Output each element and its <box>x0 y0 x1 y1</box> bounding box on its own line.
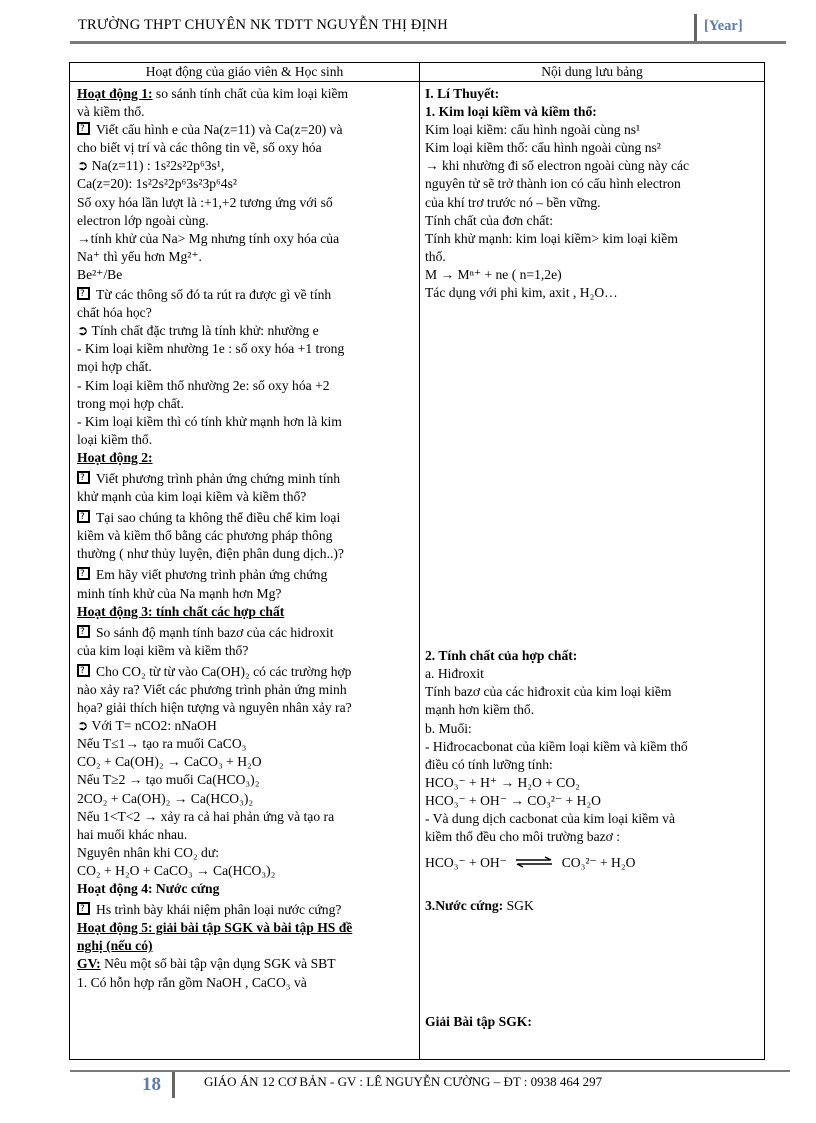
question-icon <box>77 122 90 135</box>
text-line: minh tính khử của Na mạnh hơn Mg? <box>77 585 282 601</box>
text-line: - Kim loại kiềm nhường 1e : số oxy hóa +1 trong <box>77 341 345 357</box>
text-line: Số oxy hóa lần lượt là :+1,+2 tương ứng với số <box>77 194 333 210</box>
section-1-heading: 1. Kim loại kiềm và kiềm thổ: <box>425 104 597 120</box>
text-line: và kiềm thổ. <box>77 104 145 120</box>
text-line: 1. Có hỗn hợp rắn gồm NaOH , CaCO₃ và <box>77 974 307 990</box>
text-line: Nếu 1<T<2 → xảy ra cả hai phản ứng và tạo ra <box>77 808 335 824</box>
text-line: hai muối khác nhau. <box>77 826 188 842</box>
text-line: a. Hiđroxit <box>425 666 484 682</box>
text-line: Nguyên nhân khi CO₂ dư: <box>77 844 219 860</box>
text-line: Tính khử mạnh: kim loại kiềm> kim loại kiềm <box>425 230 678 246</box>
answer-line: ➲ Na(z=11) : 1s²2s²2p⁶3s¹, <box>77 158 225 174</box>
text-line: Ca(z=20): 1s²2s²2p⁶3s²3p⁶4s² <box>77 176 237 192</box>
text-line: chất hóa học? <box>77 305 152 321</box>
text-line: nào xảy ra? Viết các phương trình phản ứng minh <box>77 682 347 697</box>
question-icon <box>77 510 90 523</box>
equation-line: CO₂ + H₂O + CaCO₃ → Ca(HCO₃)₂ <box>77 862 276 878</box>
text-line: khử mạnh của kim loại kiềm và kiềm thổ? <box>77 489 307 505</box>
page-number: 18 <box>142 1074 161 1095</box>
text-line: mọi hợp chất. <box>77 359 152 375</box>
equation-lhs: HCO₃⁻ + OH⁻ <box>425 855 507 871</box>
equation-line: M → Mⁿ⁺ + ne ( n=1,2e) <box>425 266 562 282</box>
header-divider <box>694 14 697 42</box>
board-content-column-header: Nội dung lưu bảng <box>541 64 643 79</box>
text-line: trong mọi hợp chất. <box>77 395 184 411</box>
text-line: Nếu T≥2 → tạo muối Ca(HCO₃)₂ <box>77 772 260 788</box>
year-placeholder[interactable]: [Year] <box>704 18 743 34</box>
equation-line: HCO₃⁻ + H⁺ → H₂O + CO₂ <box>425 774 580 790</box>
header-rule <box>70 41 786 44</box>
text-line: họa? giải thích hiện tượng và nguyên nhân xảy ra? <box>77 700 352 716</box>
answer-line: ➲ Tính chất đặc trưng là tính khử: nhường e <box>77 323 319 339</box>
text-line: cho biết vị trí và các thông tin về, số oxy hóa <box>77 140 322 156</box>
question-text: Cho CO₂ từ từ vào Ca(OH)₂ có các trường hợp <box>96 663 352 679</box>
teacher-student-activities <box>77 85 417 992</box>
question-text: Từ các thông số đó ta rút ra được gì về tính <box>96 287 332 303</box>
footer-rule <box>70 1070 790 1072</box>
footer-divider <box>172 1072 175 1098</box>
question-icon <box>77 625 90 638</box>
equation-line: CO₂ + Ca(OH)₂ → CaCO₃ + H₂O <box>77 754 262 770</box>
question-icon <box>77 471 90 484</box>
text-line: của kim loại kiềm và kiềm thổ? <box>77 642 249 658</box>
question-text: So sánh độ mạnh tính bazơ của các hidroxit <box>96 624 334 640</box>
board-content <box>425 85 761 1031</box>
gv-label: GV: <box>77 956 101 972</box>
exercise-heading: Giải Bài tập SGK: <box>425 1014 532 1030</box>
question-icon <box>77 664 90 677</box>
footer-text: GIÁO ÁN 12 CƠ BẢN - GV : LÊ NGUYỄN CƯỜNG – ĐT : 0938 464 297 <box>204 1074 603 1089</box>
equation-line: HCO₃⁻ + OH⁻ → CO₃²⁻ + H₂O <box>425 792 601 808</box>
text-line: - Kim loại kiềm thì có tính khử mạnh hơn là kim <box>77 413 342 429</box>
text-line: Nêu một số bài tập vận dụng SGK và SBT <box>100 956 336 972</box>
text-line: Tính bazơ của các hiđroxit của kim loại kiềm <box>425 684 672 700</box>
theory-heading: I. Lí Thuyết: <box>425 86 500 101</box>
teacher-student-column-header: Hoạt động của giáo viên & Học sinh <box>145 64 344 79</box>
text-line: Tính chất của đơn chất: <box>425 212 553 228</box>
text-line: - Hiđrocacbonat của kiềm loại kiềm và kiềm thổ <box>425 738 688 754</box>
text-line: mạnh hơn kiềm thổ. <box>425 702 535 718</box>
text-line: electron lớp ngoài cùng. <box>77 212 209 228</box>
text-line: nghị (nếu có) <box>77 938 153 954</box>
text-line: - Và dung dịch cacbonat của kim loại kiềm và <box>425 810 676 826</box>
question-text: Em hãy viết phương trình phản ứng chứng <box>96 567 328 583</box>
equilibrium-arrow-icon <box>514 855 554 873</box>
text-line: thường ( như thủy luyện, điện phân dung dịch..)? <box>77 546 344 562</box>
section-3-heading: 3.Nước cứng: <box>425 898 504 914</box>
text-line: Kim loại kiềm thổ: cấu hình ngoài cùng ns² <box>425 140 661 156</box>
text-line: - Kim loại kiềm thổ nhường 2e: số oxy hóa +2 <box>77 377 330 393</box>
question-icon <box>77 902 90 915</box>
text-line: Nếu T≤1→ tạo ra muối CaCO₃ <box>77 736 247 752</box>
text-line: Kim loại kiềm: cấu hình ngoài cùng ns¹ <box>425 122 641 138</box>
question-text: Hs trình bày khái niệm phân loại nước cứng? <box>96 902 342 918</box>
question-text: Tại sao chúng ta không thể điều chế kim loại <box>96 510 341 526</box>
text-line: Be²⁺/Be <box>77 266 123 282</box>
activity-4-heading: Hoạt động 4: Nước cứng <box>77 881 220 897</box>
activity-5-heading: Hoạt động 5: giải bài tập SGK và bài tập HS đề <box>77 920 353 936</box>
text-line: Na⁺ thì yếu hơn Mg²⁺. <box>77 248 202 264</box>
text-line: SGK <box>503 898 534 914</box>
text-line: điều có tính lưỡng tính: <box>425 756 553 772</box>
activity-3-heading: Hoạt động 3: tính chất các hợp chất <box>77 603 285 619</box>
text-line: kiềm thổ đều cho môi trường bazơ : <box>425 829 621 845</box>
column-divider <box>419 62 420 1060</box>
question-icon <box>77 287 90 300</box>
question-text: Viết cấu hình e của Na(z=11) và Ca(z=20) và <box>96 122 343 138</box>
activity-1-heading: Hoạt động 1: <box>77 86 153 101</box>
section-2-heading: 2. Tính chất của hợp chất: <box>425 648 578 664</box>
activity-2-heading: Hoạt động 2: <box>77 449 153 465</box>
text-line: Tác dụng với phi kim, axit , H₂O… <box>425 285 618 301</box>
activity-1-topic: so sánh tính chất của kim loại kiềm <box>152 86 349 101</box>
text-line: b. Muối: <box>425 720 472 736</box>
answer-line: ➲ Với T= nCO2: nNaOH <box>77 718 217 734</box>
question-icon <box>77 567 90 580</box>
table-header-rule <box>69 81 765 82</box>
equation-line: 2CO₂ + Ca(OH)₂ → Ca(HCO₃)₂ <box>77 790 254 806</box>
text-line: kiềm và kiềm thổ bằng các phương pháp thông <box>77 528 333 544</box>
text-line: nguyên tử sẽ trở thành ion có cấu hình electron <box>425 176 681 192</box>
school-title: TRƯỜNG THPT CHUYÊN NK TDTT NGUYỄN THỊ ĐỊNH <box>78 17 448 33</box>
text-line: thổ. <box>425 248 446 264</box>
equation-rhs: CO₃²⁻ + H₂O <box>561 855 636 871</box>
text-line: của khí trơ trước nó – bền vững. <box>425 194 601 210</box>
text-line: loại kiềm thổ. <box>77 431 153 447</box>
text-line: → khi nhường đi số electron ngoài cùng này các <box>425 158 690 174</box>
text-line: →tính khử của Na> Mg nhưng tính oxy hóa của <box>77 230 340 246</box>
question-text: Viết phương trình phản ứng chứng minh tính <box>96 470 341 486</box>
